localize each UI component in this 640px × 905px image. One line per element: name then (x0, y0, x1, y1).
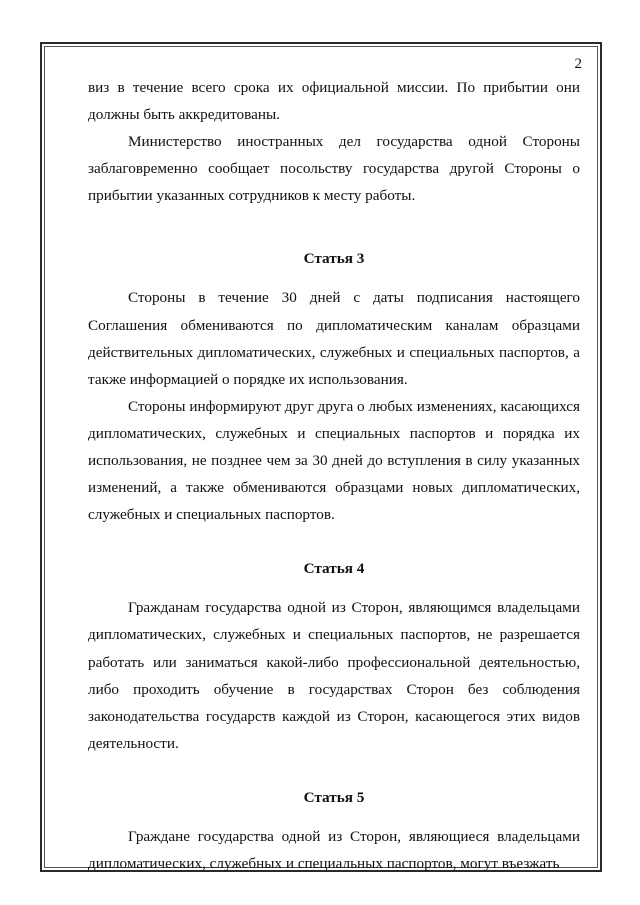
paragraph-continuation: виз в течение всего срока их официальной миссии. По прибытии они должны быть аккредитованы. (88, 79, 580, 124)
paragraph: Граждане государства одной из Сторон, являющиеся владельцами дипломатических, служебных и специальных паспортов, могут въезжать (88, 827, 580, 872)
article-heading: Статья 4 (303, 560, 365, 578)
page-number: 2 (574, 56, 582, 72)
article-heading: Статья 5 (303, 788, 365, 806)
article-heading: Статья 3 (303, 250, 365, 268)
paragraph: Стороны в течение 30 дней с даты подписания настоящего Соглашения обмениваются по дипломатическим каналам образцами действительных дипломатических, служебных и специальных паспортов, а также информацией о порядке их использования. (88, 289, 580, 388)
paragraph: Министерство иностранных дел государства одной Стороны заблаговременно сообщает посольству государства другой Стороны о прибытии указанных сотрудников к месту работы. (88, 133, 580, 205)
paragraph: Гражданам государства одной из Сторон, являющимся владельцами дипломатических, служебных и специальных паспортов, не разрешается работать или заниматься какой-либо профессиональной деятельностью, либо проходить обучение в государствах Сторон без соблюдения законодательства государств каждой из Сторон, касающегося этих видов деятельности. (88, 599, 580, 752)
paragraph: Стороны информируют друг друга о любых изменениях, касающихся дипломатических, служебных и специальных паспортов и порядка их использования, не позднее чем за 30 дней до вступления в силу указанных изменений, а также обмениваются образцами новых дипломатических, служебных и специальных паспортов. (88, 397, 580, 524)
document-body (88, 74, 580, 877)
